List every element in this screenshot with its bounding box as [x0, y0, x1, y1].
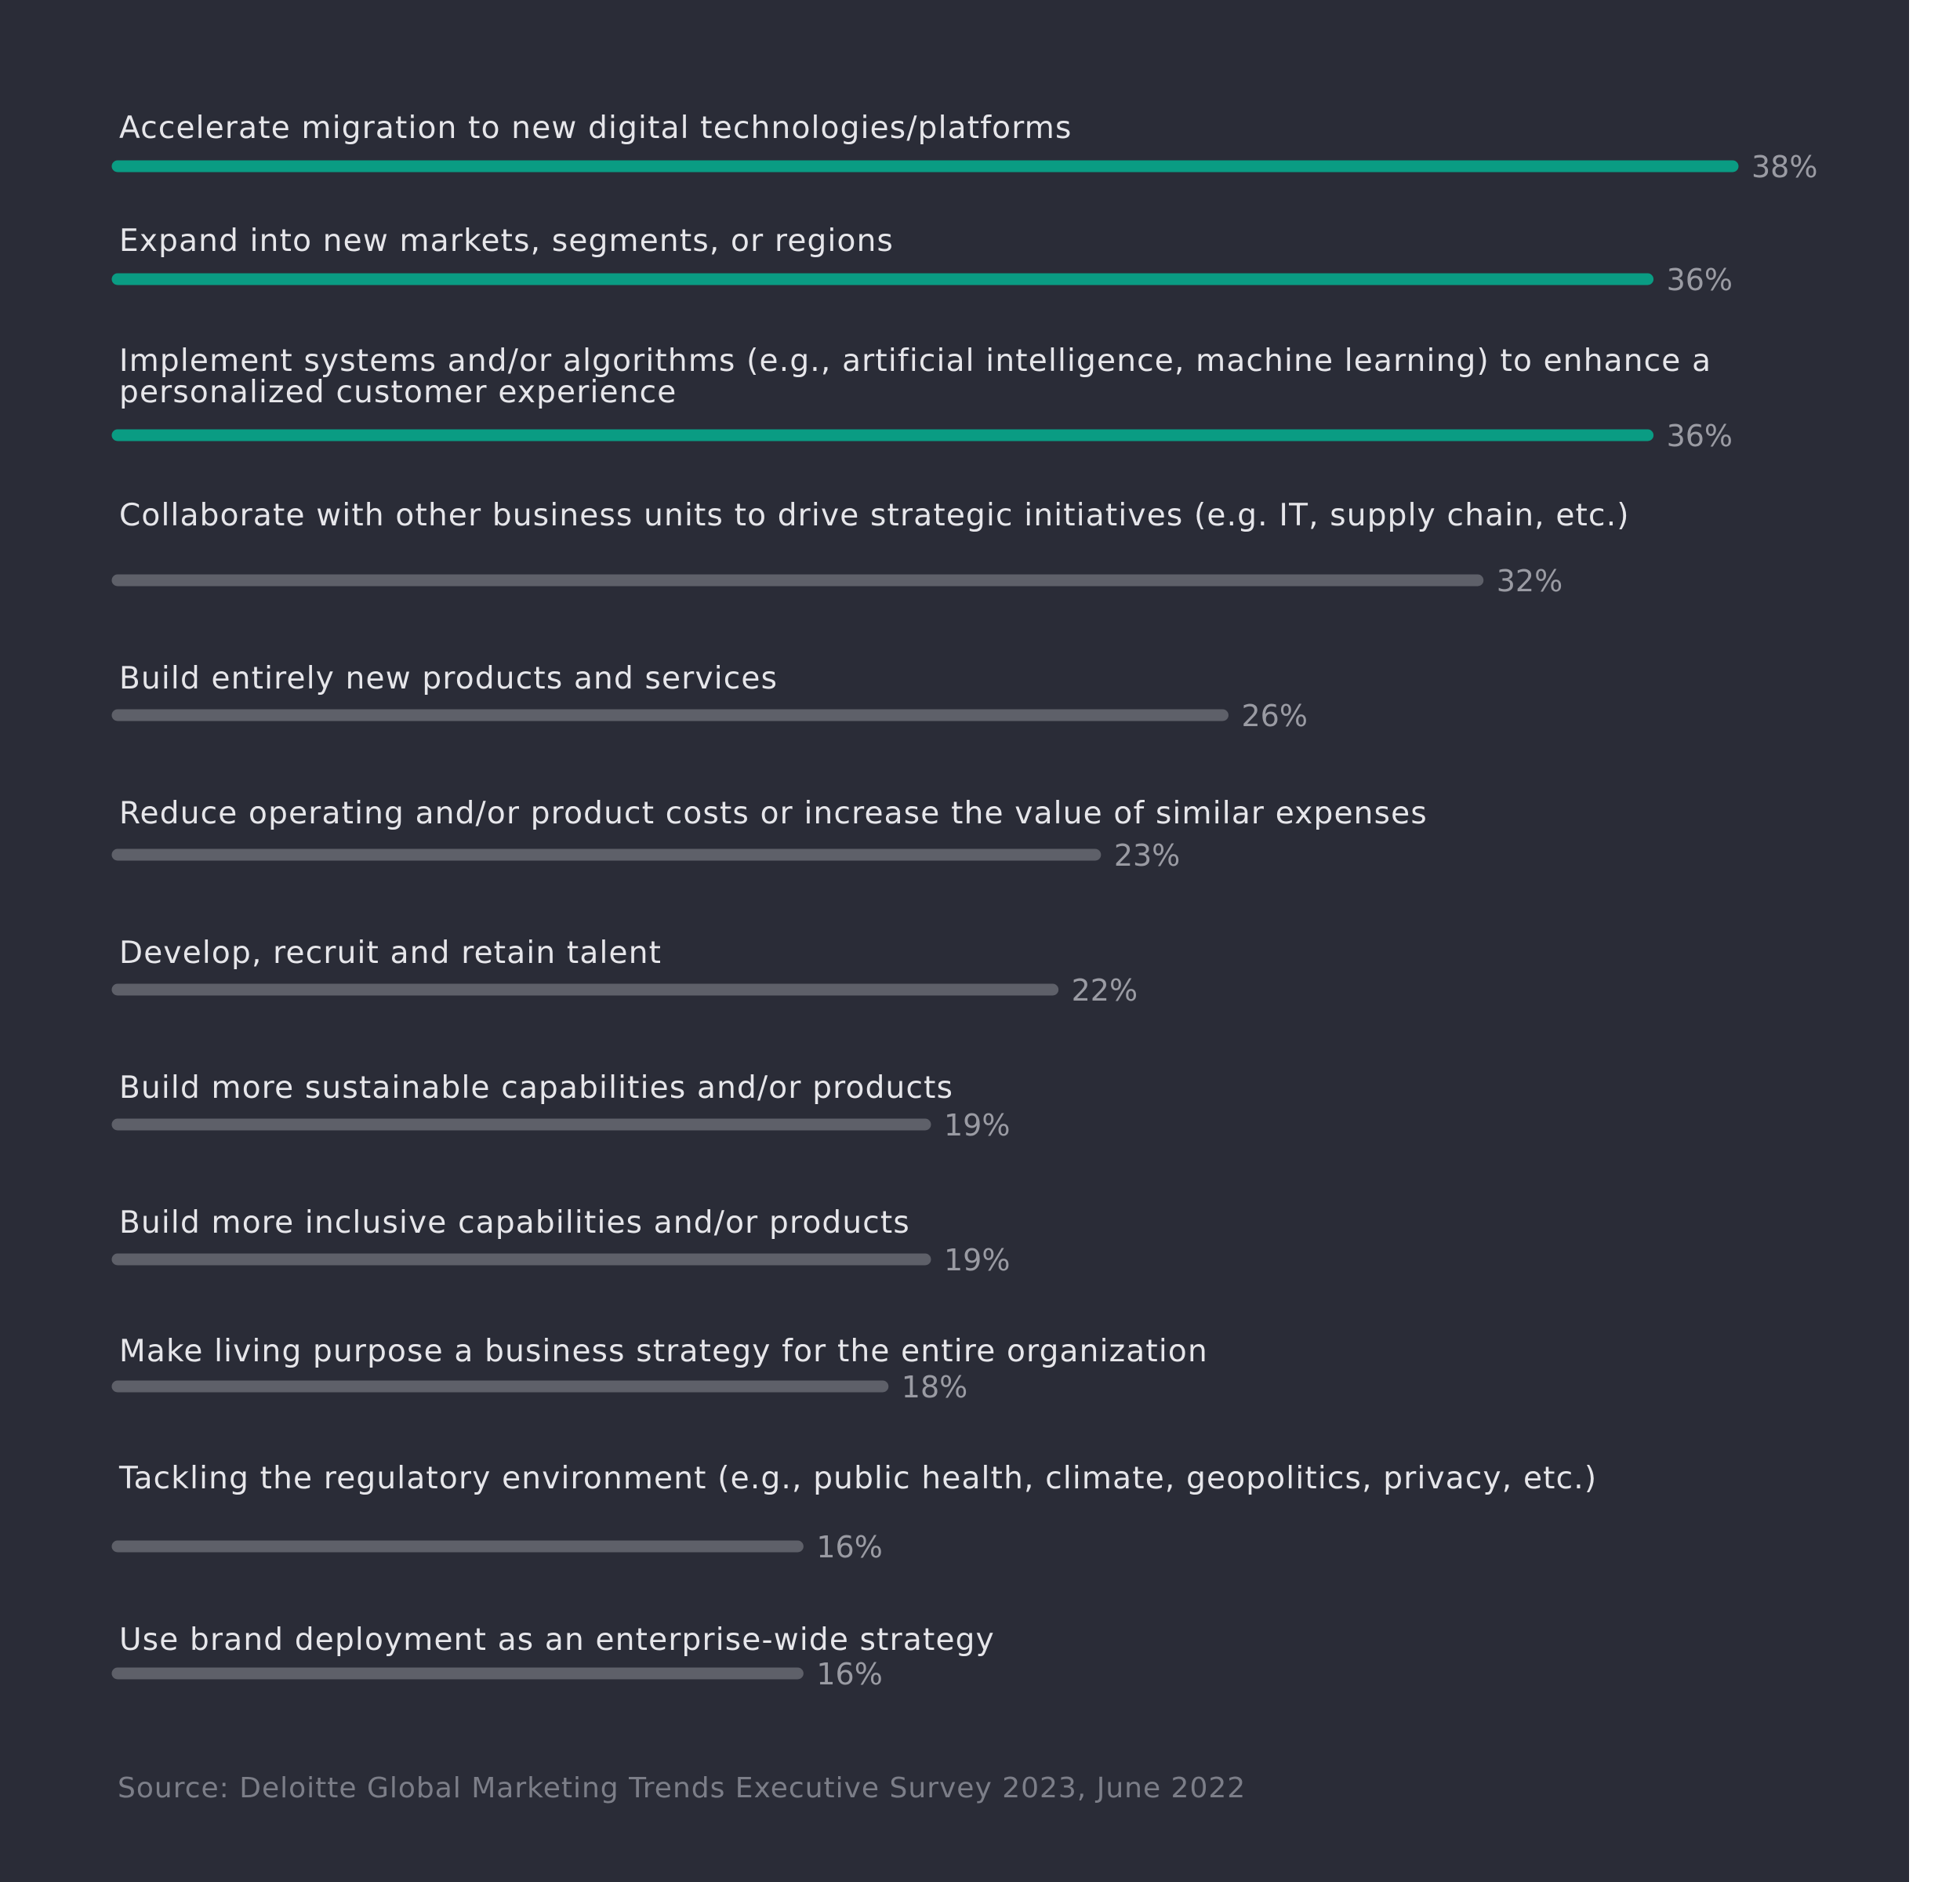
- value-label: 22%: [1071, 973, 1138, 1008]
- value-label: 16%: [816, 1530, 883, 1564]
- category-label: Develop, recruit and retain talent: [119, 936, 662, 971]
- category-label: Use brand deployment as an enterprise-wide strategy: [119, 1622, 995, 1658]
- category-label: Reduce operating and/or product costs or increase the value of similar expenses: [119, 796, 1428, 831]
- category-label: Implement systems and/or algorithms (e.g., artificial intelligence, machine learning) to enhance a: [119, 343, 1712, 379]
- category-label: Build more sustainable capabilities and/or products: [119, 1070, 954, 1106]
- value-label: 18%: [901, 1370, 968, 1404]
- category-label: Tackling the regulatory environment (e.g., public health, climate, geopolitics, privacy, etc.): [119, 1461, 1598, 1496]
- value-label: 38%: [1751, 150, 1818, 184]
- category-label: personalized customer experience: [119, 375, 677, 410]
- category-label: Expand into new markets, segments, or regions: [119, 223, 895, 259]
- category-label: Make living purpose a business strategy for the entire organization: [119, 1334, 1208, 1369]
- value-label: 19%: [944, 1243, 1011, 1277]
- category-label: Accelerate migration to new digital technologies/platforms: [119, 111, 1073, 146]
- category-label: Collaborate with other business units to drive strategic initiatives (e.g. IT, supply chain, etc.): [119, 498, 1630, 533]
- value-label: 16%: [816, 1657, 883, 1691]
- value-label: 32%: [1496, 564, 1563, 598]
- value-label: 23%: [1113, 838, 1181, 873]
- category-label: Build entirely new products and services: [119, 661, 779, 696]
- value-label: 19%: [944, 1108, 1011, 1143]
- source-note: Source: Deloitte Global Marketing Trends Executive Survey 2023, June 2022: [118, 1772, 1247, 1804]
- category-label: Build more inclusive capabilities and/or products: [119, 1205, 910, 1241]
- value-label: 26%: [1241, 699, 1308, 733]
- value-label: 36%: [1666, 263, 1733, 297]
- value-label: 36%: [1666, 419, 1733, 453]
